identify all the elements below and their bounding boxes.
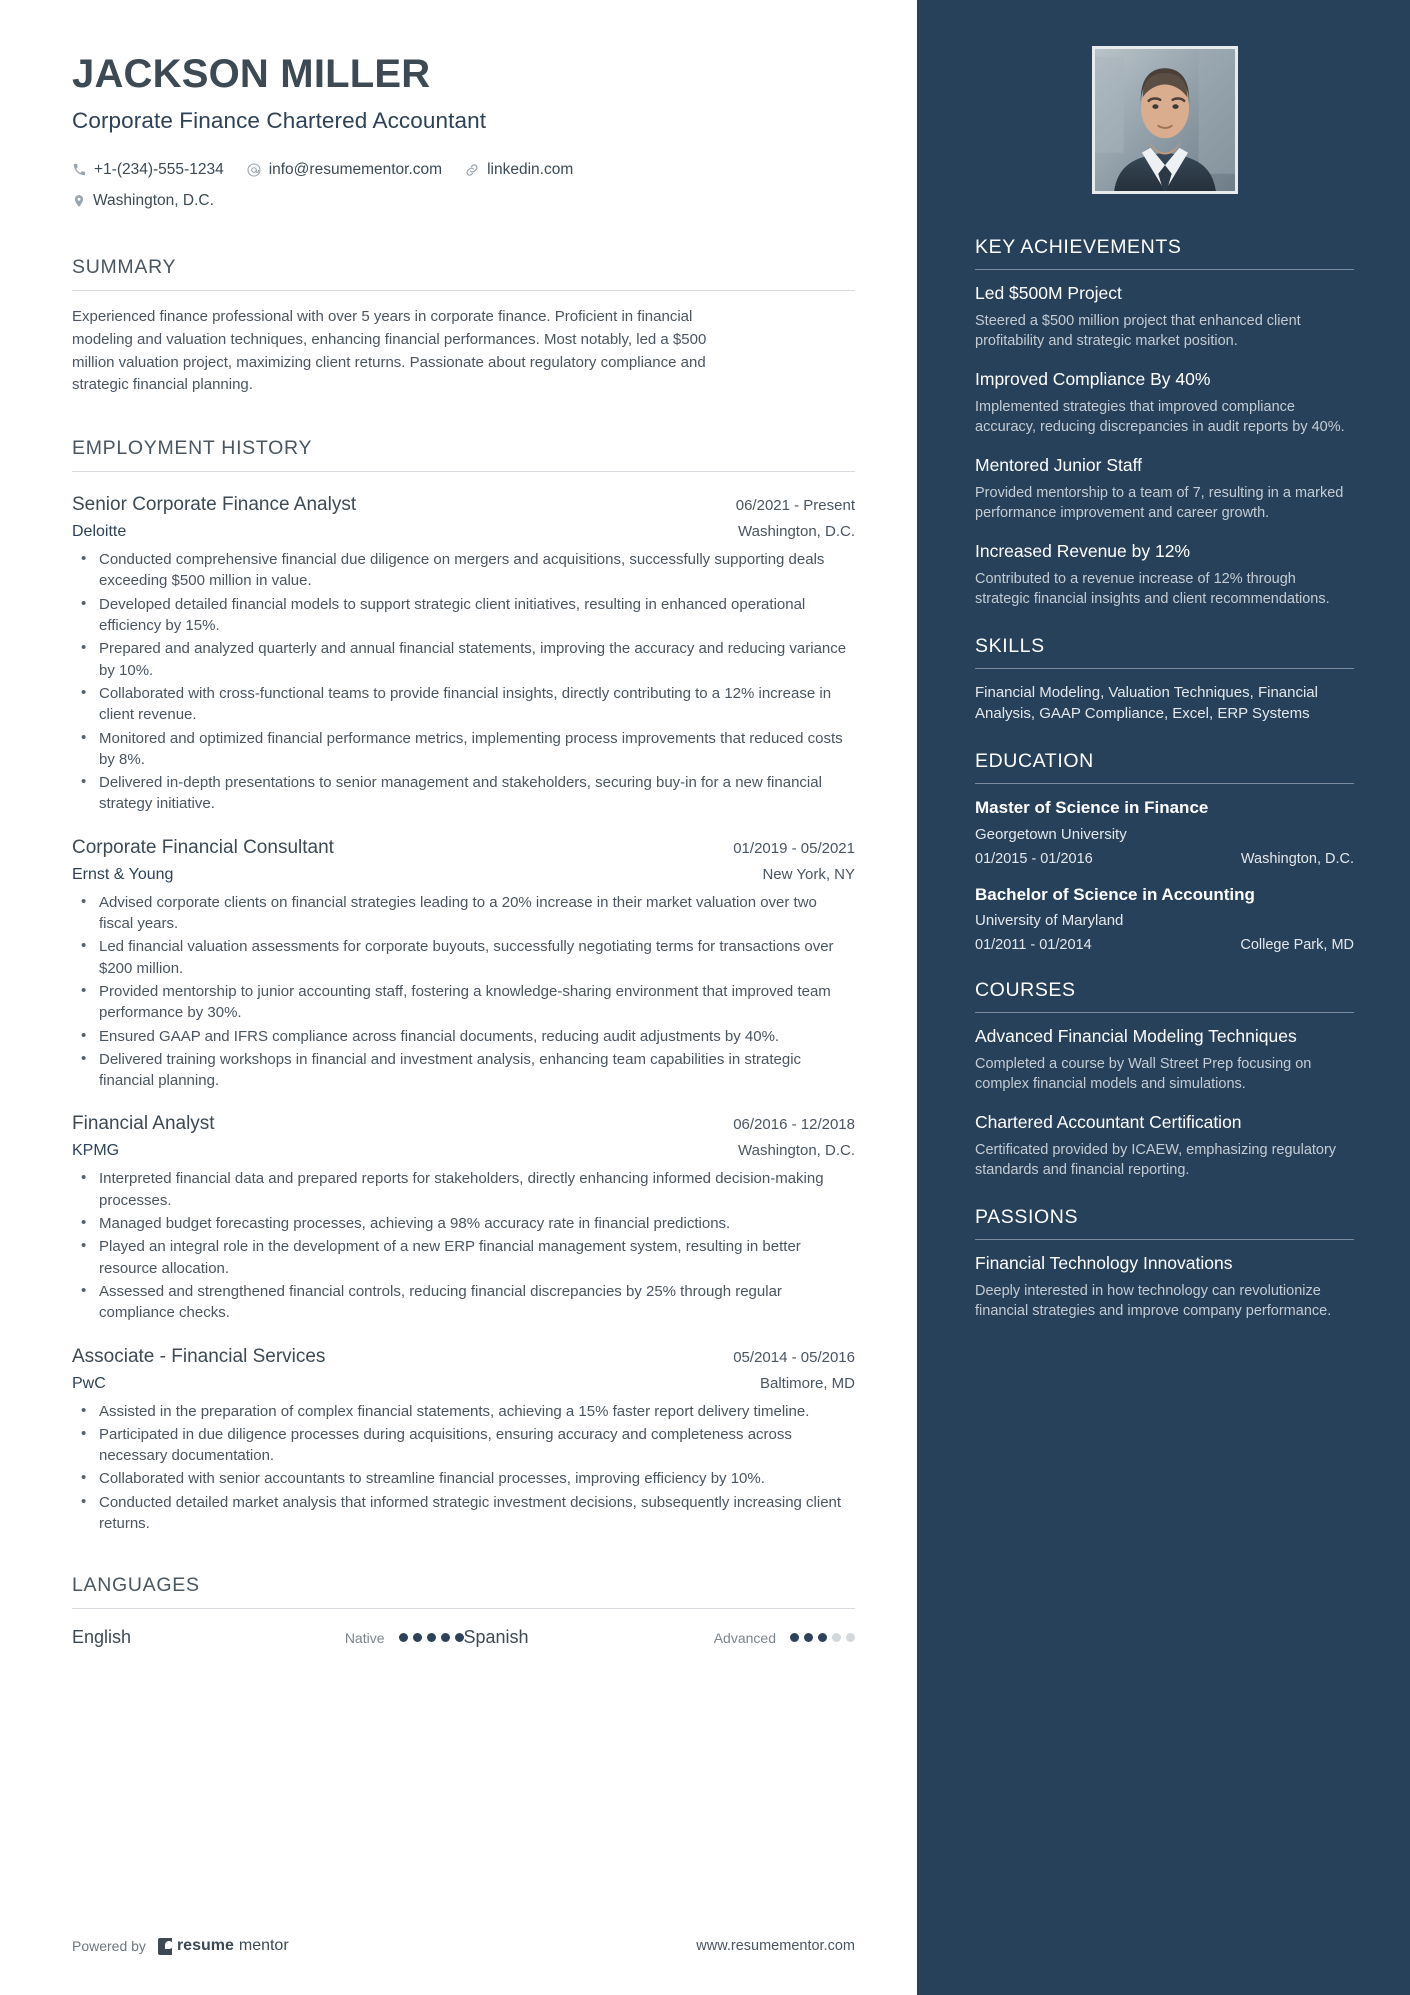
language-level: Advanced xyxy=(713,1629,776,1646)
contact-phone[interactable] xyxy=(72,154,224,185)
job-employer: PwC xyxy=(72,1374,106,1392)
job-entry xyxy=(72,1113,855,1323)
language-item xyxy=(72,1627,464,1648)
job-bullet: • Conducted comprehensive financial due diligence on mergers and acquisitions, successfully supporting deals exceeding $500 million in value. xyxy=(72,549,855,592)
achievement-item xyxy=(975,283,1354,351)
language-rating-dots xyxy=(790,1633,855,1642)
job-bullet: • Assisted in the preparation of complex financial statements, achieving a 15% faster report delivery timeline. xyxy=(72,1401,855,1422)
passions-divider xyxy=(975,1239,1354,1240)
contact-list xyxy=(72,154,712,216)
passion-item xyxy=(975,1253,1354,1321)
language-rating-dots xyxy=(399,1633,464,1642)
languages-heading: LANGUAGES xyxy=(72,1574,200,1597)
language-name: English xyxy=(72,1627,132,1648)
achievement-title: Mentored Junior Staff xyxy=(975,454,1142,475)
achievement-item xyxy=(975,455,1354,523)
job-location: Washington, D.C. xyxy=(738,1142,855,1160)
candidate-job-title: Corporate Finance Chartered Accountant xyxy=(72,108,487,133)
job-bullet: • Collaborated with senior accountants to streamline financial processes, improving efficiency by 10%. xyxy=(72,1468,855,1489)
job-subheader-row xyxy=(72,1142,855,1160)
job-subheader-row xyxy=(72,866,855,884)
languages-section xyxy=(72,1574,855,1648)
portrait-photo-icon xyxy=(1095,49,1235,191)
job-bullet: • Developed detailed financial models to support strategic client initiatives, resulting in enhanced operational efficiency by 15%. xyxy=(72,594,855,637)
language-name: Spanish xyxy=(463,1627,529,1648)
achievement-item xyxy=(975,541,1354,609)
skills-list-text: Financial Modeling, Valuation Techniques, Financial Analysis, GAAP Compliance, Excel, ERP Systems xyxy=(975,683,1318,722)
skills-section xyxy=(975,635,1354,725)
footer-website[interactable]: www.resumementor.com xyxy=(696,1938,855,1954)
education-meta xyxy=(975,937,1354,953)
education-degree: Master of Science in Finance xyxy=(975,798,1209,818)
education-heading: EDUCATION xyxy=(975,750,1094,773)
job-header-row xyxy=(72,837,855,859)
education-school: University of Maryland xyxy=(975,911,1124,929)
achievement-title: Improved Compliance By 40% xyxy=(975,368,1211,389)
job-position: Financial Analyst xyxy=(72,1113,215,1135)
achievements-heading: KEY ACHIEVEMENTS xyxy=(975,236,1182,258)
education-location: College Park, MD xyxy=(1240,936,1354,953)
job-location: New York, NY xyxy=(762,865,855,883)
achievements-divider xyxy=(975,269,1354,270)
achievement-description: Implemented strategies that improved compliance accuracy, reducing discrepancies in audit reports by 40%. xyxy=(975,398,1345,435)
photo-container xyxy=(975,46,1354,194)
education-degree: Bachelor of Science in Accounting xyxy=(975,884,1255,904)
job-date: 01/2019 - 05/2021 xyxy=(733,839,855,857)
education-location: Washington, D.C. xyxy=(1240,850,1354,867)
passions-heading: PASSIONS xyxy=(975,1205,1079,1228)
job-bullets xyxy=(72,1168,855,1323)
job-bullet: • Led financial valuation assessments for corporate buyouts, successfully negotiating terms for transactions over $200 million. xyxy=(72,936,855,979)
course-item xyxy=(975,1026,1354,1094)
job-bullet: • Managed budget forecasting processes, achieving a 98% accuracy rate in financial predictions. xyxy=(72,1213,855,1234)
job-header-row xyxy=(72,494,855,516)
achievement-item xyxy=(975,369,1354,437)
job-entry xyxy=(72,837,855,1092)
job-employer: Ernst & Young xyxy=(72,865,174,883)
achievement-description: Steered a $500 million project that enhanced client profitability and strategic market position. xyxy=(975,312,1301,349)
achievement-title: Led $500M Project xyxy=(975,283,1122,303)
achievements-section xyxy=(975,236,1354,609)
sidebar xyxy=(917,0,1410,1995)
skills-divider xyxy=(975,668,1354,669)
job-bullet: • Assessed and strengthened financial controls, reducing financial discrepancies by 25% through regular compliance checks. xyxy=(72,1281,855,1324)
summary-heading: SUMMARY xyxy=(72,256,177,278)
achievement-description: Contributed to a revenue increase of 12% through strategic financial insights and client recommendations. xyxy=(975,570,1330,607)
courses-section xyxy=(975,979,1354,1180)
education-meta xyxy=(975,851,1354,867)
job-header-row xyxy=(72,1113,855,1135)
powered-by-label: Powered by xyxy=(72,1938,146,1954)
powered-by-block xyxy=(72,1937,289,1955)
passion-description: Deeply interested in how technology can revolutionize financial strategies and improve company performance. xyxy=(975,1282,1332,1319)
job-entry xyxy=(72,1346,855,1535)
course-description: Certificated provided by ICAEW, emphasizing regulatory standards and financial reporting. xyxy=(975,1141,1337,1178)
education-date: 01/2011 - 01/2014 xyxy=(975,936,1092,953)
phone-icon xyxy=(72,162,87,177)
contact-location xyxy=(72,185,214,216)
job-bullet: • Advised corporate clients on financial strategies leading to a 20% increase in their market valuation over two fiscal years. xyxy=(72,892,855,935)
contact-link-text: linkedin.com xyxy=(487,161,574,178)
job-subheader-row xyxy=(72,523,855,541)
education-item xyxy=(975,884,1354,953)
job-location: Washington, D.C. xyxy=(738,523,855,541)
summary-section xyxy=(72,256,855,397)
job-header-row xyxy=(72,1346,855,1368)
language-level: Native xyxy=(344,1629,385,1646)
link-icon xyxy=(464,162,480,178)
job-employer: Deloitte xyxy=(72,523,127,541)
languages-divider xyxy=(72,1608,855,1609)
education-divider xyxy=(975,783,1354,784)
achievement-description: Provided mentorship to a team of 7, resulting in a marked performance improvement and career growth. xyxy=(975,484,1344,521)
brand-bold-text: resume xyxy=(176,1937,234,1954)
employment-heading: EMPLOYMENT HISTORY xyxy=(72,437,313,460)
job-bullet: • Ensured GAAP and IFRS compliance across financial documents, reducing audit adjustments by 40%. xyxy=(72,1026,855,1047)
job-position: Associate - Financial Services xyxy=(72,1345,326,1367)
resumementor-logo xyxy=(158,1937,289,1955)
education-section xyxy=(975,750,1354,953)
passions-section xyxy=(975,1206,1354,1321)
job-bullet: • Prepared and analyzed quarterly and annual financial statements, improving the accuracy and reducing variance by 10%. xyxy=(72,638,855,681)
summary-text: Experienced finance professional with over 5 years in corporate finance. Proficient in financial modeling and valuation techniques, enhancing financial performances. Most notably, led a $500 million valuation project, maximizing client returns. Passionate about regulatory compliance and strategic financial planning. xyxy=(72,308,707,394)
achievement-title: Increased Revenue by 12% xyxy=(975,540,1190,561)
job-bullets xyxy=(72,892,855,1092)
job-entry xyxy=(72,494,855,815)
course-description: Completed a course by Wall Street Prep focusing on complex financial models and simulations. xyxy=(975,1055,1312,1092)
courses-heading: COURSES xyxy=(975,978,1076,1001)
passion-title: Financial Technology Innovations xyxy=(975,1252,1233,1273)
job-position: Corporate Financial Consultant xyxy=(72,836,334,858)
language-item xyxy=(464,1627,856,1648)
job-bullet: • Collaborated with cross-functional teams to provide financial insights, directly contributing to a 12% increase in client revenue. xyxy=(72,683,855,726)
job-position: Senior Corporate Finance Analyst xyxy=(72,494,357,516)
job-date: 06/2016 - 12/2018 xyxy=(733,1116,855,1134)
employment-section xyxy=(72,437,855,1534)
job-bullet: • Conducted detailed market analysis that informed strategic investment decisions, subsequently increasing client returns. xyxy=(72,1492,855,1535)
education-date: 01/2015 - 01/2016 xyxy=(975,850,1093,867)
job-bullets xyxy=(72,549,855,815)
course-item xyxy=(975,1112,1354,1180)
job-bullets xyxy=(72,1401,855,1535)
job-bullet: • Interpreted financial data and prepared reports for stakeholders, directly enhancing informed decision-making processes. xyxy=(72,1168,855,1211)
languages-list xyxy=(72,1627,855,1648)
brand-light-text: mentor xyxy=(238,1937,289,1954)
job-date: 06/2021 - Present xyxy=(735,497,855,515)
job-bullet: • Monitored and optimized financial performance metrics, implementing process improvements that reduced costs by 8%. xyxy=(72,728,855,771)
job-bullet: • Delivered in-depth presentations to senior management and stakeholders, securing buy-in for a new financial strategy initiative. xyxy=(72,772,855,815)
education-school: Georgetown University xyxy=(975,825,1127,843)
skills-heading: SKILLS xyxy=(975,634,1045,657)
contact-email[interactable] xyxy=(246,154,442,185)
contact-location-text: Washington, D.C. xyxy=(93,192,214,209)
courses-divider xyxy=(975,1012,1354,1013)
contact-phone-text: +1-(234)-555-1234 xyxy=(94,161,224,178)
job-bullet: • Delivered training workshops in financial and investment analysis, enhancing team capabilities in strategic financial planning. xyxy=(72,1049,855,1092)
logo-mark-icon xyxy=(158,1938,172,1955)
employment-divider xyxy=(72,471,855,472)
email-icon xyxy=(246,162,262,178)
course-title: Advanced Financial Modeling Techniques xyxy=(975,1025,1297,1046)
location-icon xyxy=(72,193,86,209)
job-bullet: • Participated in due diligence processes during acquisitions, ensuring accuracy and completeness across necessary documentation. xyxy=(72,1424,855,1467)
job-subheader-row xyxy=(72,1375,855,1393)
education-item xyxy=(975,797,1354,866)
job-employer: KPMG xyxy=(72,1142,120,1160)
job-bullet: • Played an integral role in the development of a new ERP financial management system, resulting in better resource allocation. xyxy=(72,1236,855,1279)
job-date: 05/2014 - 05/2016 xyxy=(733,1348,855,1366)
job-bullet: • Provided mentorship to junior accounting staff, fostering a knowledge-sharing environment that improved team performance by 30%. xyxy=(72,981,855,1024)
contact-email-text: info@resumementor.com xyxy=(268,161,443,178)
contact-link[interactable] xyxy=(464,154,573,185)
course-title: Chartered Accountant Certification xyxy=(975,1111,1242,1132)
page-footer xyxy=(72,1937,855,1955)
candidate-name: JACKSON MILLER xyxy=(72,52,431,96)
avatar xyxy=(1092,46,1238,194)
summary-divider xyxy=(72,290,855,291)
job-location: Baltimore, MD xyxy=(759,1374,855,1392)
